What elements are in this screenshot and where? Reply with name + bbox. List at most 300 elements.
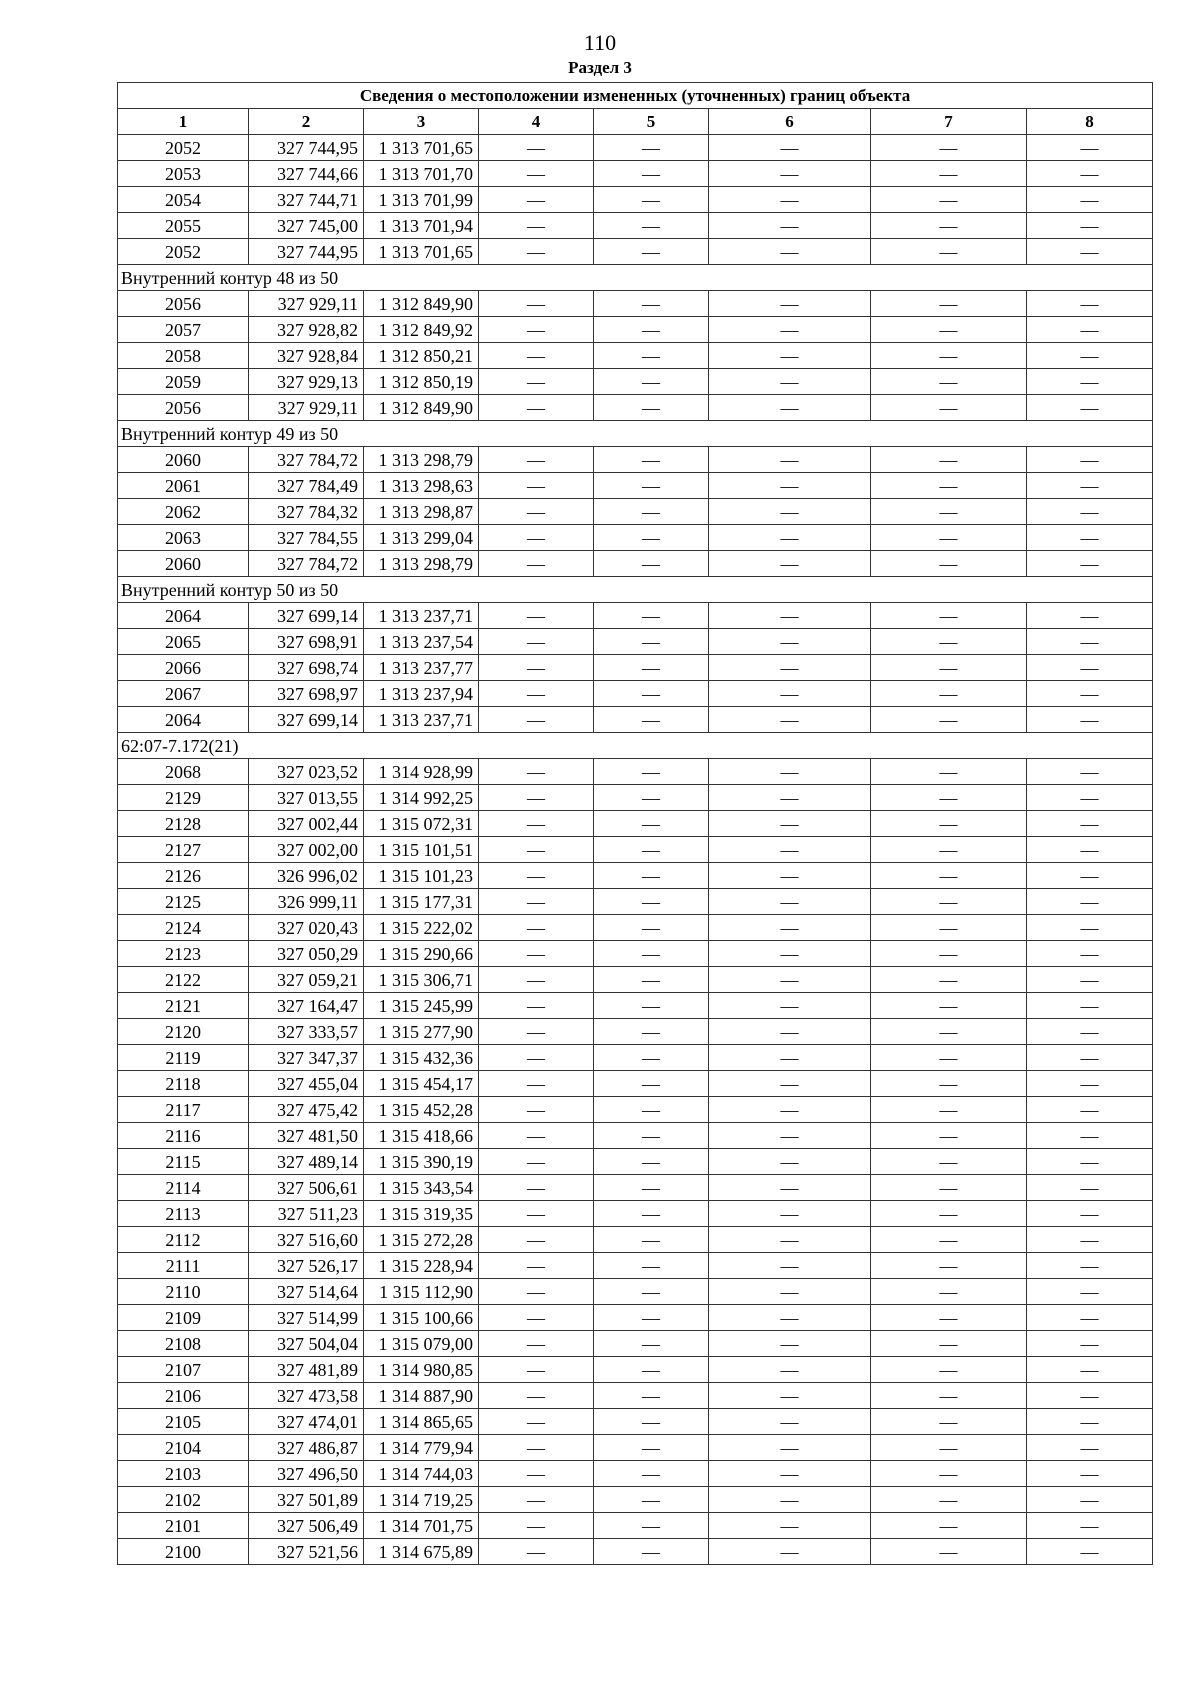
coordinates-table bbox=[117, 82, 1153, 1565]
y-coordinate-cell: 1 315 418,66 bbox=[364, 1123, 479, 1149]
y-coordinate-cell: 1 314 701,75 bbox=[364, 1513, 479, 1539]
empty-value-cell: — bbox=[871, 317, 1027, 343]
empty-value-cell: — bbox=[479, 551, 594, 577]
empty-value-cell: — bbox=[871, 1461, 1027, 1487]
y-coordinate-cell: 1 315 306,71 bbox=[364, 967, 479, 993]
empty-value-cell: — bbox=[594, 1227, 709, 1253]
empty-value-cell: — bbox=[479, 707, 594, 733]
empty-value-cell: — bbox=[871, 1487, 1027, 1513]
empty-value-cell: — bbox=[1027, 1513, 1153, 1539]
empty-value-cell: — bbox=[709, 1019, 871, 1045]
empty-value-cell: — bbox=[871, 941, 1027, 967]
table-row bbox=[118, 1331, 1153, 1357]
empty-value-cell: — bbox=[594, 161, 709, 187]
empty-value-cell: — bbox=[709, 1045, 871, 1071]
x-coordinate-cell: 327 784,49 bbox=[249, 473, 364, 499]
x-coordinate-cell: 327 514,64 bbox=[249, 1279, 364, 1305]
empty-value-cell: — bbox=[479, 369, 594, 395]
x-coordinate-cell: 327 698,91 bbox=[249, 629, 364, 655]
empty-value-cell: — bbox=[479, 629, 594, 655]
table-row bbox=[118, 655, 1153, 681]
empty-value-cell: — bbox=[479, 213, 594, 239]
empty-value-cell: — bbox=[1027, 759, 1153, 785]
table-row bbox=[118, 213, 1153, 239]
empty-value-cell: — bbox=[479, 1097, 594, 1123]
empty-value-cell: — bbox=[479, 1071, 594, 1097]
empty-value-cell: — bbox=[1027, 707, 1153, 733]
empty-value-cell: — bbox=[594, 499, 709, 525]
x-coordinate-cell: 327 486,87 bbox=[249, 1435, 364, 1461]
point-number-cell: 2122 bbox=[118, 967, 249, 993]
x-coordinate-cell: 326 996,02 bbox=[249, 863, 364, 889]
x-coordinate-cell: 327 744,95 bbox=[249, 239, 364, 265]
y-coordinate-cell: 1 315 454,17 bbox=[364, 1071, 479, 1097]
empty-value-cell: — bbox=[1027, 1097, 1153, 1123]
point-number-cell: 2056 bbox=[118, 291, 249, 317]
empty-value-cell: — bbox=[1027, 863, 1153, 889]
point-number-cell: 2105 bbox=[118, 1409, 249, 1435]
empty-value-cell: — bbox=[709, 967, 871, 993]
empty-value-cell: — bbox=[709, 655, 871, 681]
empty-value-cell: — bbox=[479, 1149, 594, 1175]
empty-value-cell: — bbox=[594, 993, 709, 1019]
empty-value-cell: — bbox=[1027, 941, 1153, 967]
empty-value-cell: — bbox=[709, 1409, 871, 1435]
point-number-cell: 2054 bbox=[118, 187, 249, 213]
table-row bbox=[118, 629, 1153, 655]
y-coordinate-cell: 1 315 101,51 bbox=[364, 837, 479, 863]
empty-value-cell: — bbox=[479, 1383, 594, 1409]
y-coordinate-cell: 1 315 101,23 bbox=[364, 863, 479, 889]
empty-value-cell: — bbox=[871, 1279, 1027, 1305]
empty-value-cell: — bbox=[1027, 655, 1153, 681]
empty-value-cell: — bbox=[479, 889, 594, 915]
y-coordinate-cell: 1 313 237,71 bbox=[364, 603, 479, 629]
empty-value-cell: — bbox=[1027, 1409, 1153, 1435]
x-coordinate-cell: 327 744,71 bbox=[249, 187, 364, 213]
point-number-cell: 2108 bbox=[118, 1331, 249, 1357]
contour-heading-row bbox=[118, 265, 1153, 291]
column-header: 1 bbox=[118, 109, 249, 135]
table-row bbox=[118, 1305, 1153, 1331]
empty-value-cell: — bbox=[1027, 369, 1153, 395]
table-row bbox=[118, 785, 1153, 811]
empty-value-cell: — bbox=[871, 811, 1027, 837]
point-number-cell: 2126 bbox=[118, 863, 249, 889]
table-row bbox=[118, 1071, 1153, 1097]
y-coordinate-cell: 1 312 850,19 bbox=[364, 369, 479, 395]
empty-value-cell: — bbox=[709, 525, 871, 551]
empty-value-cell: — bbox=[479, 135, 594, 161]
empty-value-cell: — bbox=[1027, 785, 1153, 811]
empty-value-cell: — bbox=[709, 1539, 871, 1565]
table-row bbox=[118, 239, 1153, 265]
empty-value-cell: — bbox=[479, 239, 594, 265]
point-number-cell: 2102 bbox=[118, 1487, 249, 1513]
empty-value-cell: — bbox=[1027, 343, 1153, 369]
empty-value-cell: — bbox=[709, 707, 871, 733]
empty-value-cell: — bbox=[594, 473, 709, 499]
x-coordinate-cell: 327 699,14 bbox=[249, 707, 364, 733]
empty-value-cell: — bbox=[871, 655, 1027, 681]
column-header-row bbox=[118, 109, 1153, 135]
y-coordinate-cell: 1 315 452,28 bbox=[364, 1097, 479, 1123]
point-number-cell: 2109 bbox=[118, 1305, 249, 1331]
empty-value-cell: — bbox=[709, 343, 871, 369]
point-number-cell: 2061 bbox=[118, 473, 249, 499]
empty-value-cell: — bbox=[871, 499, 1027, 525]
table-row bbox=[118, 135, 1153, 161]
y-coordinate-cell: 1 315 319,35 bbox=[364, 1201, 479, 1227]
table-row bbox=[118, 187, 1153, 213]
empty-value-cell: — bbox=[479, 993, 594, 1019]
empty-value-cell: — bbox=[479, 1331, 594, 1357]
empty-value-cell: — bbox=[1027, 161, 1153, 187]
empty-value-cell: — bbox=[479, 1539, 594, 1565]
empty-value-cell: — bbox=[594, 1071, 709, 1097]
empty-value-cell: — bbox=[709, 941, 871, 967]
table-row bbox=[118, 291, 1153, 317]
empty-value-cell: — bbox=[1027, 993, 1153, 1019]
table-caption: Сведения о местоположении измененных (уточненных) границ объекта bbox=[118, 83, 1153, 109]
empty-value-cell: — bbox=[479, 1435, 594, 1461]
empty-value-cell: — bbox=[1027, 291, 1153, 317]
y-coordinate-cell: 1 312 849,90 bbox=[364, 291, 479, 317]
y-coordinate-cell: 1 313 701,99 bbox=[364, 187, 479, 213]
table-row bbox=[118, 1383, 1153, 1409]
empty-value-cell: — bbox=[594, 1409, 709, 1435]
x-coordinate-cell: 327 929,11 bbox=[249, 395, 364, 421]
table-row bbox=[118, 447, 1153, 473]
empty-value-cell: — bbox=[709, 473, 871, 499]
y-coordinate-cell: 1 315 245,99 bbox=[364, 993, 479, 1019]
x-coordinate-cell: 327 784,32 bbox=[249, 499, 364, 525]
table-row bbox=[118, 993, 1153, 1019]
empty-value-cell: — bbox=[709, 785, 871, 811]
point-number-cell: 2057 bbox=[118, 317, 249, 343]
empty-value-cell: — bbox=[709, 1487, 871, 1513]
point-number-cell: 2129 bbox=[118, 785, 249, 811]
empty-value-cell: — bbox=[871, 1331, 1027, 1357]
table-row bbox=[118, 395, 1153, 421]
y-coordinate-cell: 1 315 343,54 bbox=[364, 1175, 479, 1201]
empty-value-cell: — bbox=[709, 239, 871, 265]
point-number-cell: 2118 bbox=[118, 1071, 249, 1097]
point-number-cell: 2059 bbox=[118, 369, 249, 395]
empty-value-cell: — bbox=[1027, 499, 1153, 525]
empty-value-cell: — bbox=[594, 967, 709, 993]
empty-value-cell: — bbox=[709, 161, 871, 187]
empty-value-cell: — bbox=[479, 837, 594, 863]
empty-value-cell: — bbox=[871, 1227, 1027, 1253]
empty-value-cell: — bbox=[709, 1071, 871, 1097]
point-number-cell: 2113 bbox=[118, 1201, 249, 1227]
empty-value-cell: — bbox=[1027, 1435, 1153, 1461]
empty-value-cell: — bbox=[594, 551, 709, 577]
empty-value-cell: — bbox=[594, 629, 709, 655]
x-coordinate-cell: 327 347,37 bbox=[249, 1045, 364, 1071]
point-number-cell: 2055 bbox=[118, 213, 249, 239]
empty-value-cell: — bbox=[1027, 1149, 1153, 1175]
empty-value-cell: — bbox=[709, 395, 871, 421]
empty-value-cell: — bbox=[709, 993, 871, 1019]
empty-value-cell: — bbox=[479, 1227, 594, 1253]
point-number-cell: 2103 bbox=[118, 1461, 249, 1487]
empty-value-cell: — bbox=[594, 135, 709, 161]
empty-value-cell: — bbox=[594, 941, 709, 967]
empty-value-cell: — bbox=[1027, 681, 1153, 707]
x-coordinate-cell: 327 481,50 bbox=[249, 1123, 364, 1149]
empty-value-cell: — bbox=[1027, 1357, 1153, 1383]
empty-value-cell: — bbox=[1027, 967, 1153, 993]
empty-value-cell: — bbox=[479, 395, 594, 421]
empty-value-cell: — bbox=[594, 525, 709, 551]
empty-value-cell: — bbox=[594, 837, 709, 863]
empty-value-cell: — bbox=[871, 967, 1027, 993]
empty-value-cell: — bbox=[871, 1123, 1027, 1149]
point-number-cell: 2127 bbox=[118, 837, 249, 863]
point-number-cell: 2058 bbox=[118, 343, 249, 369]
table-row bbox=[118, 1045, 1153, 1071]
empty-value-cell: — bbox=[594, 291, 709, 317]
table-row bbox=[118, 1435, 1153, 1461]
empty-value-cell: — bbox=[709, 1227, 871, 1253]
column-header: 8 bbox=[1027, 109, 1153, 135]
empty-value-cell: — bbox=[1027, 1175, 1153, 1201]
empty-value-cell: — bbox=[594, 1175, 709, 1201]
empty-value-cell: — bbox=[479, 1019, 594, 1045]
empty-value-cell: — bbox=[1027, 1253, 1153, 1279]
x-coordinate-cell: 327 475,42 bbox=[249, 1097, 364, 1123]
x-coordinate-cell: 327 511,23 bbox=[249, 1201, 364, 1227]
x-coordinate-cell: 327 473,58 bbox=[249, 1383, 364, 1409]
empty-value-cell: — bbox=[871, 863, 1027, 889]
empty-value-cell: — bbox=[594, 1279, 709, 1305]
empty-value-cell: — bbox=[1027, 473, 1153, 499]
y-coordinate-cell: 1 313 299,04 bbox=[364, 525, 479, 551]
y-coordinate-cell: 1 313 237,71 bbox=[364, 707, 479, 733]
empty-value-cell: — bbox=[709, 863, 871, 889]
contour-heading: Внутренний контур 50 из 50 bbox=[118, 577, 1153, 603]
y-coordinate-cell: 1 313 298,63 bbox=[364, 473, 479, 499]
empty-value-cell: — bbox=[709, 811, 871, 837]
empty-value-cell: — bbox=[1027, 239, 1153, 265]
empty-value-cell: — bbox=[1027, 525, 1153, 551]
empty-value-cell: — bbox=[1027, 551, 1153, 577]
empty-value-cell: — bbox=[871, 447, 1027, 473]
point-number-cell: 2117 bbox=[118, 1097, 249, 1123]
y-coordinate-cell: 1 313 237,77 bbox=[364, 655, 479, 681]
y-coordinate-cell: 1 315 100,66 bbox=[364, 1305, 479, 1331]
empty-value-cell: — bbox=[871, 1019, 1027, 1045]
table-row bbox=[118, 915, 1153, 941]
empty-value-cell: — bbox=[871, 369, 1027, 395]
empty-value-cell: — bbox=[1027, 187, 1153, 213]
table-row bbox=[118, 707, 1153, 733]
table-row bbox=[118, 759, 1153, 785]
empty-value-cell: — bbox=[871, 993, 1027, 1019]
empty-value-cell: — bbox=[594, 447, 709, 473]
empty-value-cell: — bbox=[594, 239, 709, 265]
x-coordinate-cell: 327 929,11 bbox=[249, 291, 364, 317]
empty-value-cell: — bbox=[479, 967, 594, 993]
point-number-cell: 2128 bbox=[118, 811, 249, 837]
empty-value-cell: — bbox=[594, 1045, 709, 1071]
empty-value-cell: — bbox=[709, 1149, 871, 1175]
x-coordinate-cell: 327 698,97 bbox=[249, 681, 364, 707]
table-row bbox=[118, 1539, 1153, 1565]
table-row bbox=[118, 525, 1153, 551]
empty-value-cell: — bbox=[594, 1513, 709, 1539]
table-row bbox=[118, 1019, 1153, 1045]
table-row bbox=[118, 967, 1153, 993]
empty-value-cell: — bbox=[479, 1461, 594, 1487]
empty-value-cell: — bbox=[594, 1487, 709, 1513]
empty-value-cell: — bbox=[871, 291, 1027, 317]
y-coordinate-cell: 1 314 744,03 bbox=[364, 1461, 479, 1487]
empty-value-cell: — bbox=[709, 499, 871, 525]
y-coordinate-cell: 1 315 228,94 bbox=[364, 1253, 479, 1279]
empty-value-cell: — bbox=[479, 161, 594, 187]
point-number-cell: 2110 bbox=[118, 1279, 249, 1305]
y-coordinate-cell: 1 315 112,90 bbox=[364, 1279, 479, 1305]
table-row bbox=[118, 1227, 1153, 1253]
empty-value-cell: — bbox=[871, 1435, 1027, 1461]
x-coordinate-cell: 327 013,55 bbox=[249, 785, 364, 811]
empty-value-cell: — bbox=[479, 187, 594, 213]
column-header: 7 bbox=[871, 109, 1027, 135]
x-coordinate-cell: 327 164,47 bbox=[249, 993, 364, 1019]
table-row bbox=[118, 343, 1153, 369]
empty-value-cell: — bbox=[871, 1513, 1027, 1539]
empty-value-cell: — bbox=[594, 785, 709, 811]
empty-value-cell: — bbox=[709, 369, 871, 395]
y-coordinate-cell: 1 315 072,31 bbox=[364, 811, 479, 837]
point-number-cell: 2112 bbox=[118, 1227, 249, 1253]
empty-value-cell: — bbox=[709, 759, 871, 785]
empty-value-cell: — bbox=[594, 1331, 709, 1357]
empty-value-cell: — bbox=[709, 1123, 871, 1149]
empty-value-cell: — bbox=[709, 447, 871, 473]
empty-value-cell: — bbox=[871, 629, 1027, 655]
empty-value-cell: — bbox=[871, 1539, 1027, 1565]
empty-value-cell: — bbox=[709, 1097, 871, 1123]
y-coordinate-cell: 1 314 865,65 bbox=[364, 1409, 479, 1435]
y-coordinate-cell: 1 313 701,94 bbox=[364, 213, 479, 239]
y-coordinate-cell: 1 314 719,25 bbox=[364, 1487, 479, 1513]
empty-value-cell: — bbox=[1027, 1461, 1153, 1487]
y-coordinate-cell: 1 315 277,90 bbox=[364, 1019, 479, 1045]
table-row bbox=[118, 551, 1153, 577]
table-row bbox=[118, 369, 1153, 395]
x-coordinate-cell: 327 698,74 bbox=[249, 655, 364, 681]
empty-value-cell: — bbox=[1027, 1279, 1153, 1305]
empty-value-cell: — bbox=[594, 915, 709, 941]
x-coordinate-cell: 327 020,43 bbox=[249, 915, 364, 941]
y-coordinate-cell: 1 314 928,99 bbox=[364, 759, 479, 785]
empty-value-cell: — bbox=[709, 889, 871, 915]
table-row bbox=[118, 1461, 1153, 1487]
x-coordinate-cell: 327 455,04 bbox=[249, 1071, 364, 1097]
empty-value-cell: — bbox=[594, 1435, 709, 1461]
x-coordinate-cell: 327 526,17 bbox=[249, 1253, 364, 1279]
x-coordinate-cell: 327 023,52 bbox=[249, 759, 364, 785]
y-coordinate-cell: 1 315 272,28 bbox=[364, 1227, 479, 1253]
y-coordinate-cell: 1 312 850,21 bbox=[364, 343, 479, 369]
empty-value-cell: — bbox=[709, 551, 871, 577]
point-number-cell: 2053 bbox=[118, 161, 249, 187]
table-row bbox=[118, 1175, 1153, 1201]
empty-value-cell: — bbox=[594, 343, 709, 369]
empty-value-cell: — bbox=[479, 447, 594, 473]
empty-value-cell: — bbox=[871, 1149, 1027, 1175]
empty-value-cell: — bbox=[709, 291, 871, 317]
empty-value-cell: — bbox=[479, 941, 594, 967]
table-row bbox=[118, 681, 1153, 707]
point-number-cell: 2104 bbox=[118, 1435, 249, 1461]
empty-value-cell: — bbox=[871, 707, 1027, 733]
x-coordinate-cell: 327 333,57 bbox=[249, 1019, 364, 1045]
empty-value-cell: — bbox=[871, 1253, 1027, 1279]
point-number-cell: 2119 bbox=[118, 1045, 249, 1071]
empty-value-cell: — bbox=[479, 473, 594, 499]
x-coordinate-cell: 327 514,99 bbox=[249, 1305, 364, 1331]
point-number-cell: 2060 bbox=[118, 551, 249, 577]
table-row bbox=[118, 1253, 1153, 1279]
empty-value-cell: — bbox=[871, 1409, 1027, 1435]
empty-value-cell: — bbox=[479, 1279, 594, 1305]
table-row bbox=[118, 889, 1153, 915]
point-number-cell: 2052 bbox=[118, 135, 249, 161]
empty-value-cell: — bbox=[479, 785, 594, 811]
point-number-cell: 2111 bbox=[118, 1253, 249, 1279]
empty-value-cell: — bbox=[871, 1175, 1027, 1201]
y-coordinate-cell: 1 314 887,90 bbox=[364, 1383, 479, 1409]
empty-value-cell: — bbox=[479, 317, 594, 343]
empty-value-cell: — bbox=[871, 1071, 1027, 1097]
empty-value-cell: — bbox=[709, 1383, 871, 1409]
empty-value-cell: — bbox=[709, 135, 871, 161]
empty-value-cell: — bbox=[594, 1383, 709, 1409]
point-number-cell: 2124 bbox=[118, 915, 249, 941]
empty-value-cell: — bbox=[1027, 1331, 1153, 1357]
y-coordinate-cell: 1 313 701,65 bbox=[364, 135, 479, 161]
empty-value-cell: — bbox=[479, 655, 594, 681]
empty-value-cell: — bbox=[709, 1201, 871, 1227]
y-coordinate-cell: 1 315 432,36 bbox=[364, 1045, 479, 1071]
empty-value-cell: — bbox=[479, 1487, 594, 1513]
y-coordinate-cell: 1 315 177,31 bbox=[364, 889, 479, 915]
x-coordinate-cell: 326 999,11 bbox=[249, 889, 364, 915]
table-row bbox=[118, 317, 1153, 343]
y-coordinate-cell: 1 313 298,79 bbox=[364, 447, 479, 473]
contour-heading: Внутренний контур 48 из 50 bbox=[118, 265, 1153, 291]
table-row bbox=[118, 473, 1153, 499]
x-coordinate-cell: 327 929,13 bbox=[249, 369, 364, 395]
empty-value-cell: — bbox=[479, 343, 594, 369]
y-coordinate-cell: 1 315 079,00 bbox=[364, 1331, 479, 1357]
empty-value-cell: — bbox=[1027, 629, 1153, 655]
empty-value-cell: — bbox=[479, 525, 594, 551]
empty-value-cell: — bbox=[709, 1461, 871, 1487]
empty-value-cell: — bbox=[1027, 889, 1153, 915]
table-row bbox=[118, 863, 1153, 889]
empty-value-cell: — bbox=[871, 525, 1027, 551]
empty-value-cell: — bbox=[709, 1305, 871, 1331]
column-header: 3 bbox=[364, 109, 479, 135]
page-number: 110 bbox=[583, 30, 617, 55]
point-number-cell: 2101 bbox=[118, 1513, 249, 1539]
